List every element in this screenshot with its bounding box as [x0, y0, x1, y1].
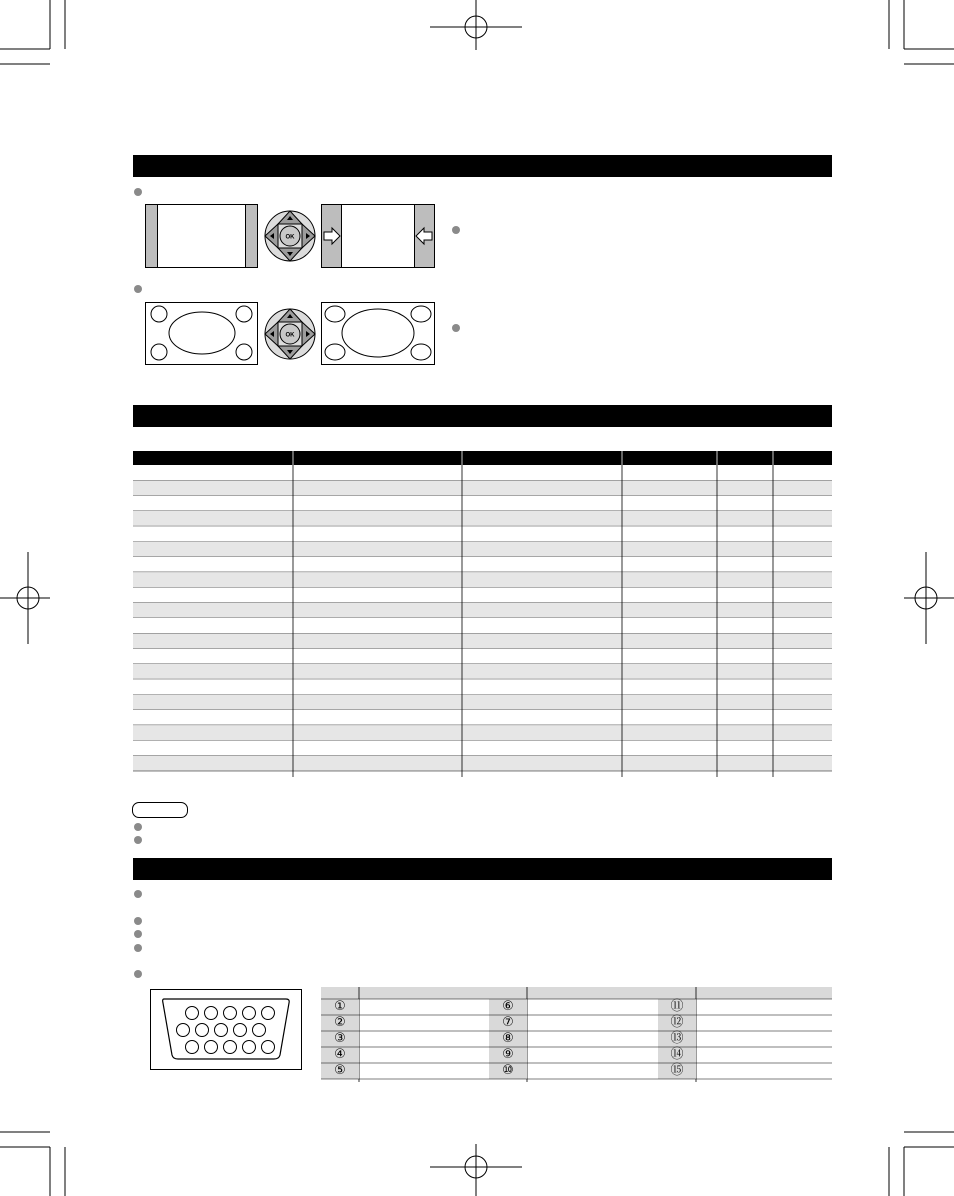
connector-pin-hole: [262, 1007, 275, 1020]
table-row: [133, 710, 832, 725]
table-row: [133, 572, 832, 587]
pin-number-label: ⑥: [502, 999, 514, 1014]
remote-dpad-icon-1: [264, 210, 316, 262]
pin-number-label: ①: [334, 999, 346, 1014]
panel-pattern-after: [321, 302, 436, 366]
table-row: [133, 465, 832, 480]
bullet-6: [134, 917, 142, 925]
pin-number-label: ⑭: [670, 1047, 684, 1062]
connector-pin-hole: [262, 1041, 275, 1054]
connector-pin-hole: [177, 1024, 190, 1037]
bullet-9: [134, 970, 142, 978]
table-row: [133, 756, 832, 771]
pin-table-grid: [321, 987, 832, 1082]
pin-number-label: ④: [334, 1047, 346, 1062]
bullet-1: [134, 188, 142, 196]
connector-pin-hole: [243, 1041, 256, 1054]
connector-pin-hole: [243, 1007, 256, 1020]
connector-pin-hole: [215, 1024, 228, 1037]
table-row: [133, 496, 832, 511]
signal-table: [133, 451, 832, 791]
pin-number-label: ⑧: [502, 1031, 514, 1046]
table-row: [133, 695, 832, 710]
table-row: [133, 664, 832, 679]
pin-number-label: ⑬: [670, 1031, 684, 1046]
pin-number-label: ⑫: [670, 1015, 684, 1030]
table-row: [133, 511, 832, 526]
table-row: [133, 526, 832, 541]
connector-pin-hole: [234, 1024, 247, 1037]
connector-pin-hole: [253, 1024, 266, 1037]
section-header-bar-1: [133, 155, 832, 177]
table-header-row: [133, 451, 832, 465]
bullet-7: [134, 930, 142, 938]
panel-side-bars-before: [145, 204, 259, 269]
pin-number-label: ②: [334, 1015, 346, 1030]
pin-number-label: ⑮: [670, 1063, 684, 1078]
connector-pin-hole: [224, 1007, 237, 1020]
bullet-4: [452, 324, 460, 332]
dsub15-connector-icon: [150, 989, 302, 1070]
table-row: [133, 649, 832, 664]
panel-pattern-before: [145, 302, 259, 366]
pin-number-label: ③: [334, 1031, 346, 1046]
connector-pin-hole: [196, 1024, 209, 1037]
table-row: [133, 725, 832, 740]
connector-pin-hole: [205, 1041, 218, 1054]
table-row: [133, 633, 832, 648]
connector-pin-hole: [224, 1041, 237, 1054]
pin-number-label: ⑨: [502, 1047, 514, 1062]
connector-pin-hole: [186, 1007, 199, 1020]
table-row: [133, 542, 832, 557]
table-row: [133, 557, 832, 572]
table-row: [133, 679, 832, 694]
connector-pin-hole: [186, 1041, 199, 1054]
bullet-3: [134, 285, 142, 293]
pin-table-header: [321, 987, 832, 999]
bullet-5: [134, 890, 142, 898]
section-header-bar-2: [133, 405, 832, 427]
section-header-bar-3: [133, 858, 832, 880]
remote-dpad-icon-2: [264, 308, 316, 360]
table-row: [133, 603, 832, 618]
pin-table: [321, 987, 832, 1082]
bullet-note-2: [134, 836, 142, 844]
table-row: [133, 740, 832, 755]
connector-pin-hole: [205, 1007, 218, 1020]
table-row: [133, 618, 832, 633]
bullet-8: [134, 944, 142, 952]
bullet-note-1: [134, 823, 142, 831]
note-label-box: [132, 802, 188, 818]
dpad-ok-label-2: OK: [285, 332, 295, 339]
bullet-2: [452, 226, 460, 234]
dpad-ok-label: OK: [285, 234, 295, 241]
table-row: [133, 587, 832, 602]
pin-number-label: ⑩: [502, 1063, 514, 1078]
pin-number-label: ⑦: [502, 1015, 514, 1030]
pin-number-label: ⑪: [670, 999, 684, 1014]
table-row: [133, 480, 832, 495]
pin-number-label: ⑤: [334, 1063, 346, 1078]
panel-side-bars-after: [321, 204, 436, 269]
